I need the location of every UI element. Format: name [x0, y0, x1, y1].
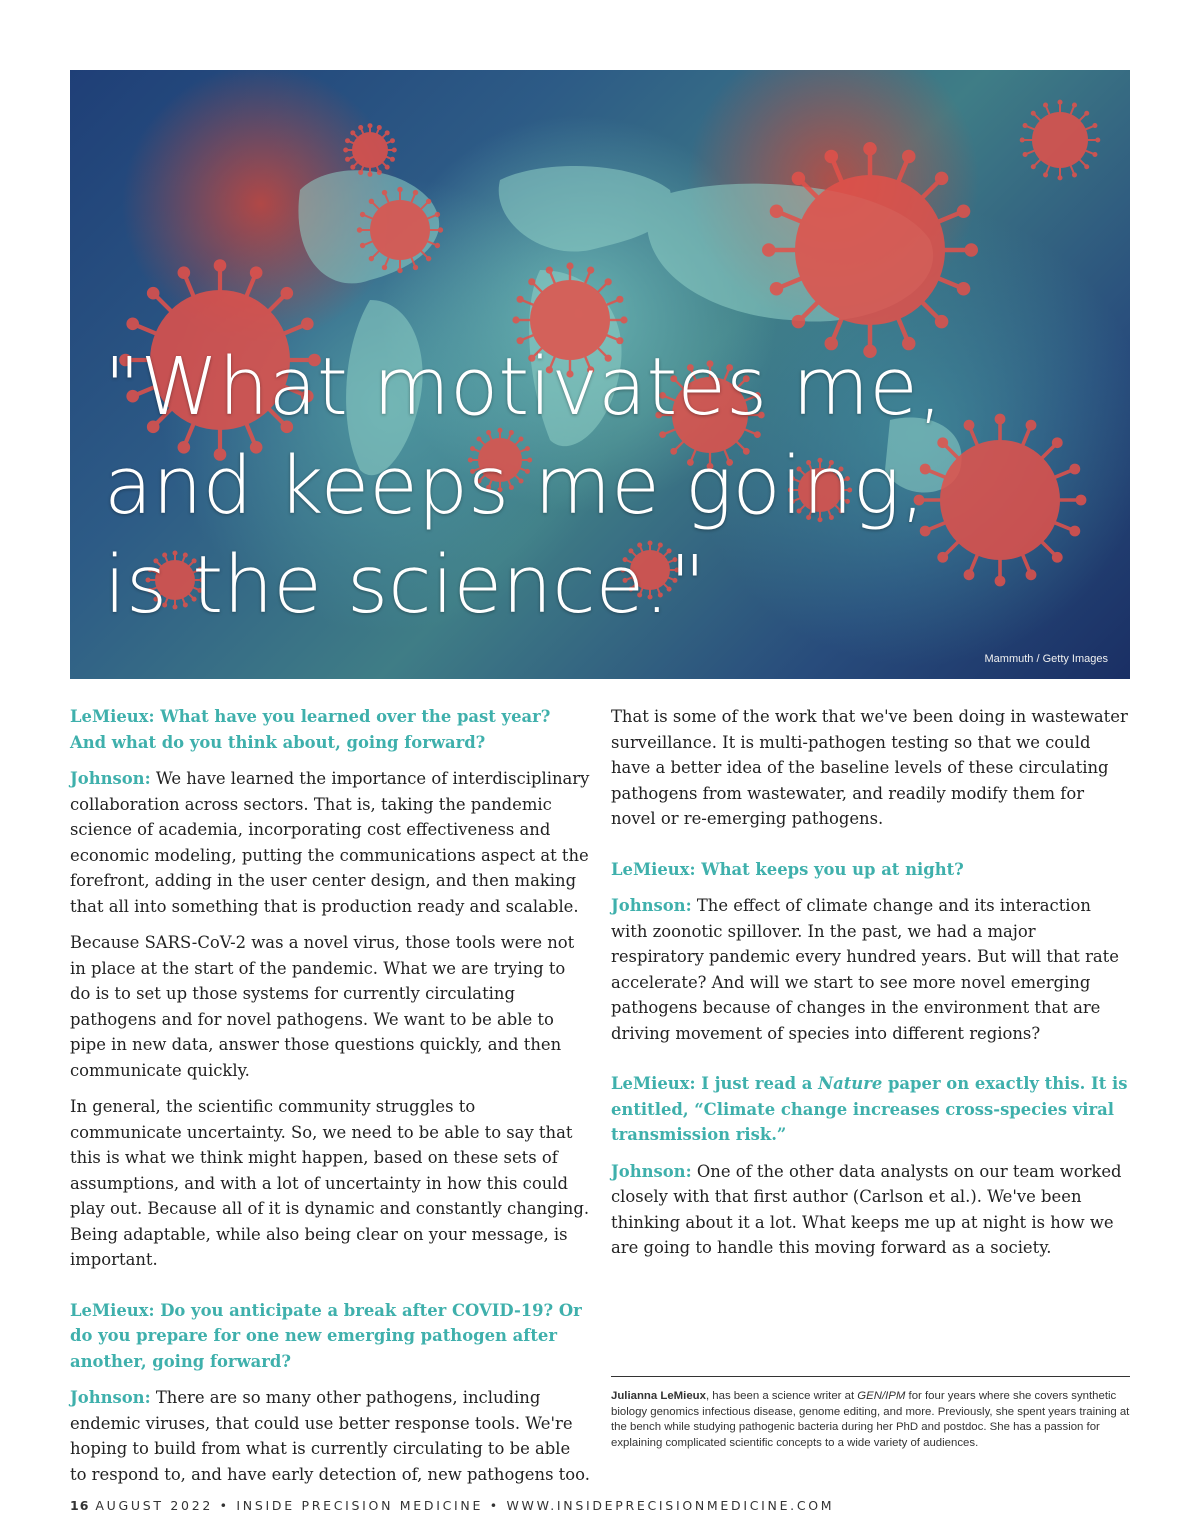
pull-quote-line: "What motivates me, — [104, 341, 943, 433]
answer-text: We have learned the importance of interdisciplinary collaboration across sectors. That is, taking the pandemic science of academia, incorporating cost effectiveness and economic modeling, putting the communications aspect at the forefront, adding in the user center design, and then making that all into something that is production ready and scalable. — [70, 769, 590, 916]
pull-quote-line: and keeps me going, — [104, 440, 926, 532]
pull-quote-line: is the science." — [104, 539, 706, 631]
article-column-left — [70, 704, 590, 1498]
answer-text: The effect of climate change and its interaction with zoonotic spillover. In the past, we had a major respiratory pandemic every hundred years. But will that rate accelerate? And will we start to see more novel emerging pathogens because of changes in the environment that are driving movement of species into different regions? — [611, 896, 1119, 1043]
journal-name: Nature — [818, 1074, 883, 1093]
author-name: Julianna LeMieux — [611, 1390, 706, 1402]
interview-question: LeMieux: What keeps you up at night? — [611, 859, 964, 879]
article-column-right — [611, 704, 1131, 1272]
page-footer — [70, 1498, 834, 1513]
interview-question: LeMieux: What have you learned over the past year? And what do you think about, going forward? — [70, 707, 551, 752]
page-number: 16 — [70, 1498, 90, 1513]
footer-text: AUGUST 2022 • INSIDE PRECISION MEDICINE • WWW.INSIDEPRECISIONMEDICINE.COM — [95, 1498, 835, 1513]
interview-answer — [611, 893, 1131, 1046]
answer-text: One of the other data analysts on our team worked closely with that first author (Carlson et al.). We've been thinking about it a lot. What keeps me up at night is how we are going to handle this moving forward as a society. — [611, 1161, 1122, 1257]
question-text: paper on exactly this. It is entitled, “Climate change increases cross-species viral transmission risk.” — [611, 1074, 1128, 1144]
interview-answer — [611, 1159, 1131, 1261]
interview-question: LeMieux: Do you anticipate a break after COVID-19? Or do you prepare for one new emerging pathogen after another, going forward? — [70, 1300, 582, 1371]
answer-text: There are so many other pathogens, including endemic viruses, that could use better response tools. We're hoping to build from what is currently circulating to be able to respond to, and have early detection of, new pathogens too. — [70, 1388, 590, 1484]
bio-text: for four years where she covers synthetic biology genomics infectious disease, genome editing, and more. Previously, she spent years training at the bench while studying pathogenic bacteria during her PhD and postdoc. She has a passion for explaining complicated scientific concepts to a wide variety of audiences. — [611, 1390, 1130, 1450]
speaker-label: Johnson: — [70, 1388, 151, 1407]
virus-particle — [357, 187, 443, 273]
interview-answer — [70, 1385, 590, 1487]
author-bio — [611, 1389, 1130, 1452]
publication-name: GEN/IPM — [857, 1390, 906, 1402]
interview-question — [611, 1071, 1131, 1148]
bio-divider — [611, 1376, 1130, 1377]
bio-text: , has been a science writer at — [705, 1390, 858, 1402]
pull-quote — [104, 338, 1114, 635]
speaker-label: Johnson: — [611, 1161, 692, 1181]
virus-particle — [762, 142, 978, 358]
speaker-label: Johnson: — [611, 896, 692, 915]
interview-answer — [70, 766, 590, 919]
virus-particle — [343, 123, 397, 177]
question-text: LeMieux: I just read a — [611, 1074, 819, 1093]
speaker-label: Johnson: — [70, 769, 151, 788]
hero-illustration — [70, 70, 1130, 679]
body-paragraph: That is some of the work that we've been doing in wastewater surveillance. It is multi-pathogen testing so that we could have a better idea of the baseline levels of these circulating pathogens from wastewater, and readily modify them for novel or re-emerging pathogens. — [611, 707, 1128, 828]
body-paragraph: Because SARS-CoV-2 was a novel virus, those tools were not in place at the start of the pandemic. What we are trying to do is to set up those systems for currently circulating pathogens and for novel pathogens. We want to be able to pipe in new data, answer those questions quickly, and then communicate quickly. — [70, 933, 575, 1080]
body-paragraph: In general, the scientific community struggles to communicate uncertainty. So, we need to be able to say that this is what we think might happen, based on these sets of assumptions, and with a lot of uncertainty in how this could play out. Because all of it is dynamic and constantly changing. Being adaptable, while also being clear on your message, is important. — [70, 1097, 590, 1269]
photo-credit: Mammuth / Getty Images — [984, 653, 1108, 665]
virus-particle — [1020, 100, 1101, 181]
